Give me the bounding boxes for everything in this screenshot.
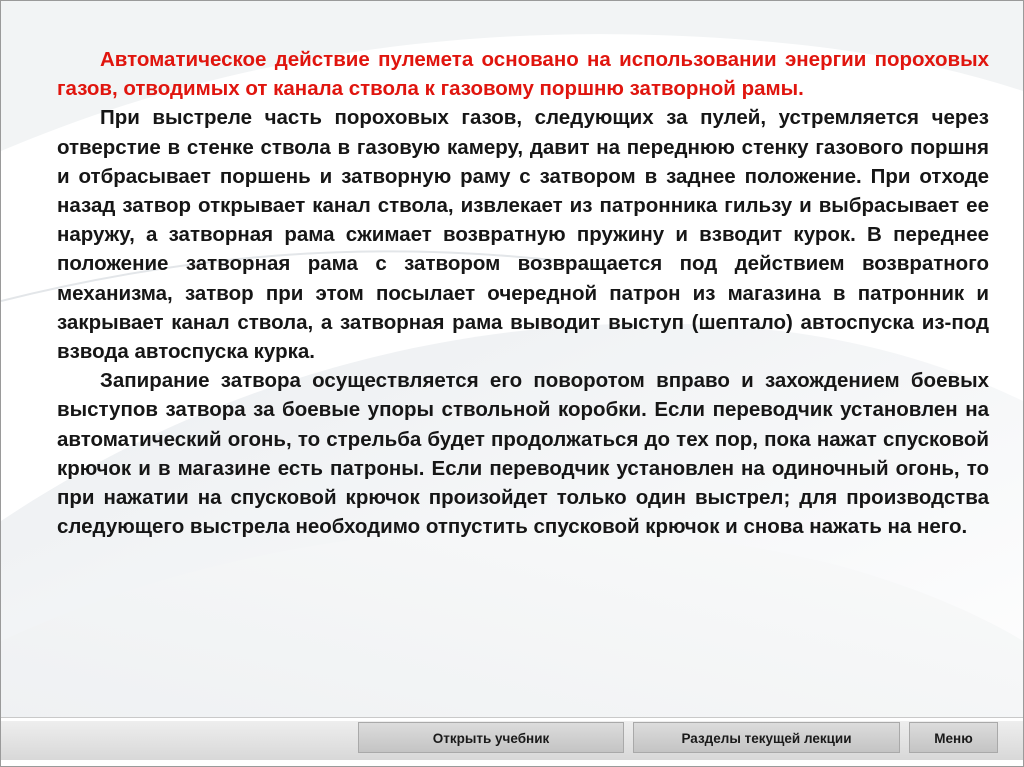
open-textbook-button[interactable]: Открыть учебник: [358, 722, 624, 753]
menu-button[interactable]: Меню: [909, 722, 998, 753]
bolt-locking-paragraph: Запирание затвора осуществляется его поворотом вправо и захождением боевых выступов затвора за боевые упоры ствольной коробки. Если переводчик установлен на автоматический огонь, то стрельба будет продолжаться до тех пор, пока нажат спусковой крючок и в магазине есть патроны. Если переводчик установлен на одиночный огонь, то при нажатии на спусковой крючок произойдет только один выстрел; для производства следующего выстрела необходимо отпустить спусковой крючок и снова нажать на него.: [57, 369, 989, 539]
lecture-sections-button[interactable]: Разделы текущей лекции: [633, 722, 900, 753]
intro-paragraph: Автоматическое действие пулемета основано на использовании энергии пороховых газов, отводимых от канала ствола к газовому поршню затворной рамы.: [57, 48, 989, 101]
bottom-nav-bar: [1, 717, 1023, 767]
lecture-text: [57, 45, 989, 541]
firing-cycle-paragraph: При выстреле часть пороховых газов, следующих за пулей, устремляется через отверстие в стенке ствола в газовую камеру, давит на переднюю стенку газового поршня и отбрасывает поршень и затворную раму с затвором в заднее положение. При отходе назад затвор открывает канал ствола, извлекает из патронника гильзу и выбрасывает ее наружу, а затворная рама сжимает возвратную пружину и взводит курок. В переднее положение затворная рама с затвором возвращается под действием возвратного механизма, затвор при этом посылает очередной патрон из магазина в патронник и закрывает канал ствола, а затворная рама выводит выступ (шептало) автоспуска из-под взвода автоспуска курка.: [57, 106, 989, 364]
